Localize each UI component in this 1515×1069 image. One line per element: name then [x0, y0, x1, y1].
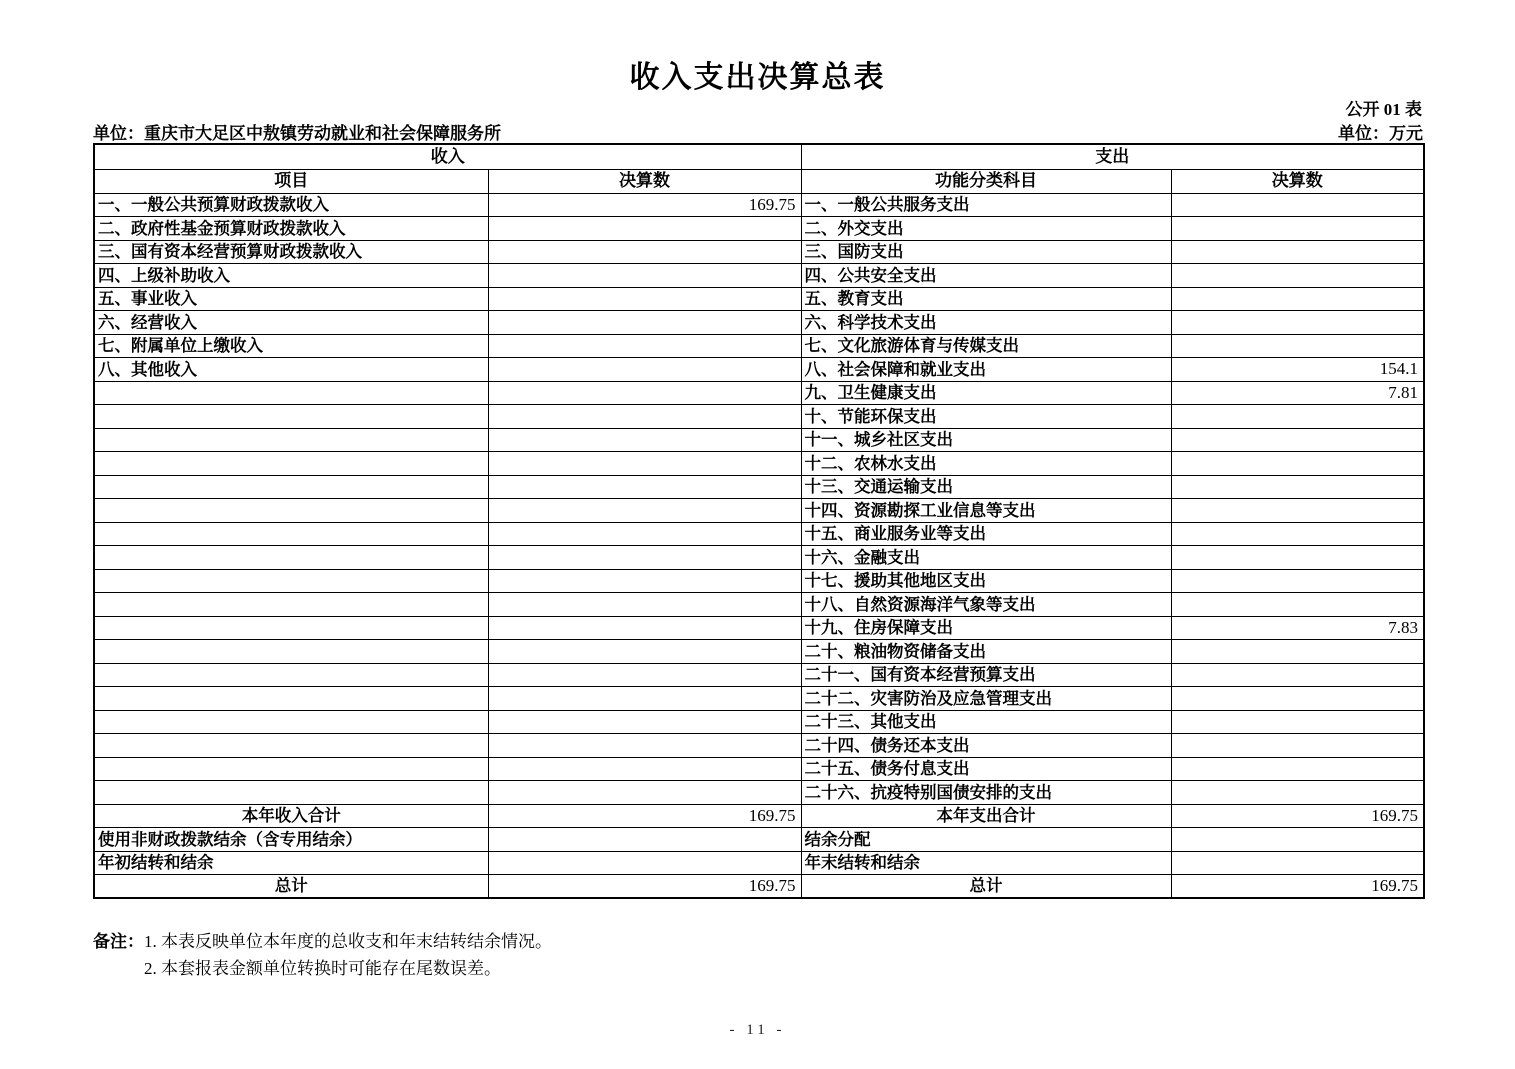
income-item-cell: 二、政府性基金预算财政拨款收入	[94, 217, 488, 241]
section-header-row	[94, 144, 1424, 169]
expense-item-cell: 九、卫生健康支出	[801, 381, 1171, 405]
income-item-cell	[94, 428, 488, 452]
expense-item-cell: 六、科学技术支出	[801, 311, 1171, 335]
income-item-cell	[94, 687, 488, 711]
income-amount-cell	[488, 734, 801, 758]
expense-amount-cell	[1171, 522, 1424, 546]
table-row	[94, 240, 1424, 264]
expense-amount-cell	[1171, 710, 1424, 734]
expense-amount-cell	[1171, 781, 1424, 805]
table-row	[94, 452, 1424, 476]
expense-item-cell: 十、节能环保支出	[801, 405, 1171, 429]
expense-amount-cell	[1171, 757, 1424, 781]
expense-amount-cell	[1171, 687, 1424, 711]
table-row	[94, 640, 1424, 664]
income-amount-cell	[488, 358, 801, 382]
expense-amount-cell	[1171, 405, 1424, 429]
table-row	[94, 475, 1424, 499]
table-row	[94, 616, 1424, 640]
income-item-cell	[94, 616, 488, 640]
column-header-row	[94, 169, 1424, 193]
income-amount-cell	[488, 405, 801, 429]
income-amount-cell	[488, 757, 801, 781]
expense-item-cell: 十四、资源勘探工业信息等支出	[801, 499, 1171, 523]
expense-item-cell: 总计	[801, 875, 1171, 899]
income-amount-cell	[488, 569, 801, 593]
income-item-cell: 总计	[94, 875, 488, 899]
income-amount-cell	[488, 616, 801, 640]
income-amount-cell	[488, 687, 801, 711]
expense-item-cell: 十八、自然资源海洋气象等支出	[801, 593, 1171, 617]
income-amount-cell	[488, 781, 801, 805]
expense-item-cell: 一、一般公共服务支出	[801, 193, 1171, 217]
income-item-cell: 八、其他收入	[94, 358, 488, 382]
income-item-cell	[94, 475, 488, 499]
unit-name-label: 单位：重庆市大足区中敖镇劳动就业和社会保障服务所	[93, 124, 501, 143]
expense-item-cell: 七、文化旅游体育与传媒支出	[801, 334, 1171, 358]
expense-amount-cell	[1171, 428, 1424, 452]
income-amount-cell	[488, 240, 801, 264]
income-item-cell	[94, 546, 488, 570]
income-amount-cell	[488, 287, 801, 311]
income-section-header: 收入	[94, 144, 801, 169]
expense-amount-cell: 154.1	[1171, 358, 1424, 382]
expense-amount-cell	[1171, 287, 1424, 311]
income-amount-cell	[488, 334, 801, 358]
expense-item-cell: 十一、城乡社区支出	[801, 428, 1171, 452]
expense-amount-cell	[1171, 546, 1424, 570]
table-row	[94, 193, 1424, 217]
income-amount-cell	[488, 663, 801, 687]
expense-amount-cell	[1171, 593, 1424, 617]
page-number: - 11 -	[729, 1022, 786, 1038]
income-amount-cell	[488, 264, 801, 288]
income-item-cell: 使用非财政拨款结余（含专用结余）	[94, 828, 488, 852]
table-row	[94, 734, 1424, 758]
income-item-cell	[94, 734, 488, 758]
expense-amount-cell	[1171, 828, 1424, 852]
income-item-cell: 五、事业收入	[94, 287, 488, 311]
expense-amount-cell	[1171, 851, 1424, 875]
income-amount-cell	[488, 546, 801, 570]
expense-amount-cell	[1171, 240, 1424, 264]
income-item-cell	[94, 757, 488, 781]
income-item-cell	[94, 781, 488, 805]
budget-summary-table	[93, 143, 1425, 899]
expense-item-cell: 八、社会保障和就业支出	[801, 358, 1171, 382]
table-row	[94, 663, 1424, 687]
table-code-label: 公开 01 表	[1345, 100, 1422, 119]
expense-item-cell: 十六、金融支出	[801, 546, 1171, 570]
table-row	[94, 804, 1424, 828]
income-amount-cell	[488, 381, 801, 405]
expense-item-cell: 本年支出合计	[801, 804, 1171, 828]
expense-item-cell: 二、外交支出	[801, 217, 1171, 241]
table-row	[94, 569, 1424, 593]
expense-amount-cell: 7.81	[1171, 381, 1424, 405]
table-row	[94, 687, 1424, 711]
table-row	[94, 311, 1424, 335]
income-item-cell	[94, 593, 488, 617]
table-row	[94, 358, 1424, 382]
page-title: 收入支出决算总表	[629, 61, 886, 94]
expense-item-cell: 二十四、债务还本支出	[801, 734, 1171, 758]
income-amount-cell	[488, 851, 801, 875]
income-amount-cell: 169.75	[488, 193, 801, 217]
expense-item-cell: 十九、住房保障支出	[801, 616, 1171, 640]
expense-amount-cell	[1171, 334, 1424, 358]
table-row	[94, 828, 1424, 852]
expense-amount-cell: 169.75	[1171, 875, 1424, 899]
expense-amount-cell	[1171, 193, 1424, 217]
notes-block	[93, 928, 552, 982]
expense-item-cell: 十七、援助其他地区支出	[801, 569, 1171, 593]
income-amount-cell	[488, 475, 801, 499]
income-amount-cell	[488, 593, 801, 617]
expense-item-cell: 二十、粮油物资储备支出	[801, 640, 1171, 664]
table-row	[94, 522, 1424, 546]
table-row	[94, 851, 1424, 875]
table-row	[94, 264, 1424, 288]
income-amount-cell	[488, 217, 801, 241]
expense-item-cell: 二十五、债务付息支出	[801, 757, 1171, 781]
table-row	[94, 757, 1424, 781]
expense-item-cell: 五、教育支出	[801, 287, 1171, 311]
expense-amount-cell: 7.83	[1171, 616, 1424, 640]
income-item-cell: 一、一般公共预算财政拨款收入	[94, 193, 488, 217]
income-item-cell	[94, 640, 488, 664]
expense-item-cell: 三、国防支出	[801, 240, 1171, 264]
expense-item-cell: 年末结转和结余	[801, 851, 1171, 875]
expense-amount-cell	[1171, 452, 1424, 476]
income-item-column-header: 项目	[94, 169, 488, 193]
expense-amount-cell: 169.75	[1171, 804, 1424, 828]
income-item-cell	[94, 710, 488, 734]
table-row	[94, 217, 1424, 241]
table-row	[94, 546, 1424, 570]
note-line: 1. 本表反映单位本年度的总收支和年末结转结余情况。	[144, 932, 552, 951]
expenditure-section-header: 支出	[801, 144, 1424, 169]
table-row	[94, 428, 1424, 452]
table-row	[94, 334, 1424, 358]
expense-amount-cell	[1171, 734, 1424, 758]
income-amount-cell: 169.75	[488, 875, 801, 899]
expense-item-cell: 十三、交通运输支出	[801, 475, 1171, 499]
income-amount-cell	[488, 311, 801, 335]
income-amount-cell	[488, 499, 801, 523]
income-item-cell	[94, 663, 488, 687]
income-amount-cell	[488, 452, 801, 476]
income-item-cell	[94, 499, 488, 523]
income-item-cell: 六、经营收入	[94, 311, 488, 335]
table-row	[94, 593, 1424, 617]
expense-item-cell: 四、公共安全支出	[801, 264, 1171, 288]
expense-amount-cell	[1171, 311, 1424, 335]
expense-amount-cell	[1171, 569, 1424, 593]
expense-item-cell: 二十二、灾害防治及应急管理支出	[801, 687, 1171, 711]
table-row	[94, 405, 1424, 429]
table-row	[94, 287, 1424, 311]
table-row	[94, 875, 1424, 899]
income-amount-cell	[488, 828, 801, 852]
expense-item-cell: 二十六、抗疫特别国债安排的支出	[801, 781, 1171, 805]
expense-amount-cell	[1171, 640, 1424, 664]
expense-amount-cell	[1171, 663, 1424, 687]
table-row	[94, 710, 1424, 734]
income-item-cell	[94, 381, 488, 405]
income-amount-column-header: 决算数	[488, 169, 801, 193]
expense-amount-cell	[1171, 475, 1424, 499]
table-row	[94, 381, 1424, 405]
expense-item-cell: 二十一、国有资本经营预算支出	[801, 663, 1171, 687]
note-line: 2. 本套报表金额单位转换时可能存在尾数误差。	[144, 959, 501, 978]
expense-item-cell: 十五、商业服务业等支出	[801, 522, 1171, 546]
expense-amount-cell	[1171, 217, 1424, 241]
income-amount-cell	[488, 522, 801, 546]
expense-item-cell: 十二、农林水支出	[801, 452, 1171, 476]
income-amount-cell: 169.75	[488, 804, 801, 828]
table-row	[94, 781, 1424, 805]
income-amount-cell	[488, 710, 801, 734]
notes-label: 备注：	[93, 932, 144, 951]
income-item-cell: 四、上级补助收入	[94, 264, 488, 288]
expense-amount-cell	[1171, 499, 1424, 523]
income-amount-cell	[488, 428, 801, 452]
income-item-cell: 七、附属单位上缴收入	[94, 334, 488, 358]
income-item-cell: 年初结转和结余	[94, 851, 488, 875]
income-item-cell	[94, 569, 488, 593]
income-item-cell	[94, 452, 488, 476]
income-item-cell	[94, 522, 488, 546]
meta-row	[93, 119, 1423, 144]
income-item-cell	[94, 405, 488, 429]
expense-amount-cell	[1171, 264, 1424, 288]
table-row	[94, 499, 1424, 523]
expense-item-cell: 二十三、其他支出	[801, 710, 1171, 734]
income-amount-cell	[488, 640, 801, 664]
income-item-cell: 本年收入合计	[94, 804, 488, 828]
expense-item-column-header: 功能分类科目	[801, 169, 1171, 193]
expense-item-cell: 结余分配	[801, 828, 1171, 852]
unit-currency-label: 单位：万元	[1338, 124, 1423, 143]
income-item-cell: 三、国有资本经营预算财政拨款收入	[94, 240, 488, 264]
expense-amount-column-header: 决算数	[1171, 169, 1424, 193]
